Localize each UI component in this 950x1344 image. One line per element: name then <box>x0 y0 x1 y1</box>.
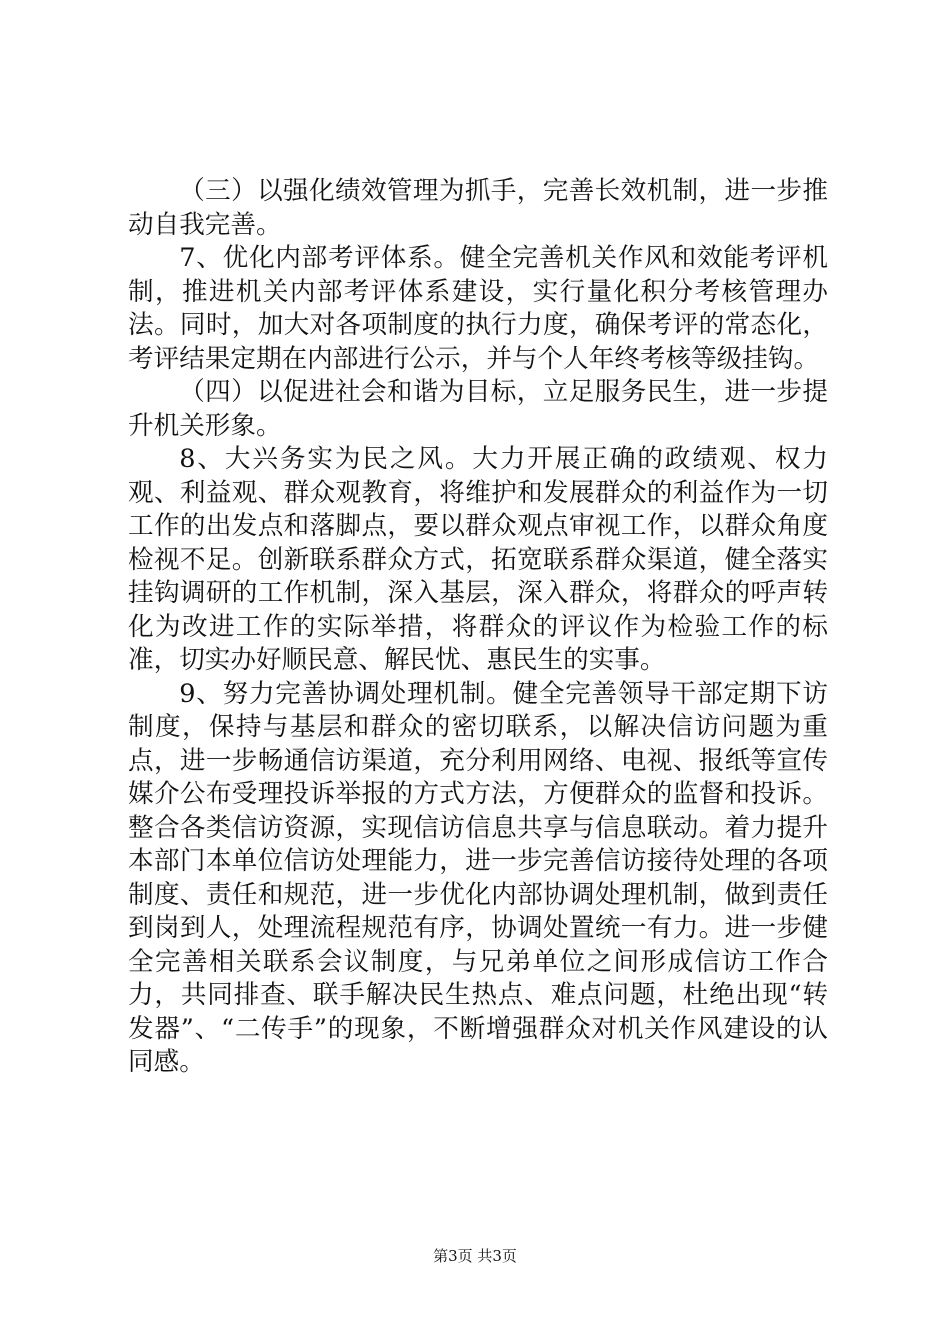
paragraph-item-9: 9、努力完善协调处理机制。健全完善领导干部定期下访制度，保持与基层和群众的密切联系，以解决信访问题为重点，进一步畅通信访渠道，充分利用网络、电视、报纸等宣传媒介公布受理投诉举报的方式方法，方便群众的监督和投诉。整合各类信访资源，实现信访信息共享与信息联动。着力提升本部门本单位信访处理能力，进一步完善信访接待处理的各项制度、责任和规范，进一步优化内部协调处理机制，做到责任到岗到人，处理流程规范有序，协调处置统一有力。进一步健全完善相关联系会议制度，与兄弟单位之间形成信访工作合力，共同排查、联手解决民生热点、难点问题，杜绝出现“转发器”、“二传手”的现象，不断增强群众对机关作风建设的认同感。 <box>128 678 828 1077</box>
paragraph-section-four-heading: （四）以促进社会和谐为目标，立足服务民生，进一步提升机关形象。 <box>128 377 828 441</box>
page-footer: 第3页 共3页 <box>433 1247 517 1265</box>
paragraph-item-8: 8、大兴务实为民之风。大力开展正确的政绩观、权力观、利益观、群众观教育，将维护和发展群众的利益作为一切工作的出发点和落脚点，要以群众观点审视工作，以群众角度检视不足。创新联系群众方式，拓宽联系群众渠道，健全落实挂钩调研的工作机制，深入基层，深入群众，将群众的呼声转化为改进工作的实际举措，将群众的评议作为检验工作的标准，切实办好顺民意、解民忧、惠民生的实事。 <box>128 444 828 675</box>
paragraph-section-three-heading: （三）以强化绩效管理为抓手，完善长效机制，进一步推动自我完善。 <box>128 176 828 240</box>
document-body <box>128 175 828 1080</box>
paragraph-item-7: 7、优化内部考评体系。健全完善机关作风和效能考评机制，推进机关内部考评体系建设，实行量化积分考核管理办法。同时，加大对各项制度的执行力度，确保考评的常态化，考评结果定期在内部进行公示，并与个人年终考核等级挂钩。 <box>128 243 828 374</box>
